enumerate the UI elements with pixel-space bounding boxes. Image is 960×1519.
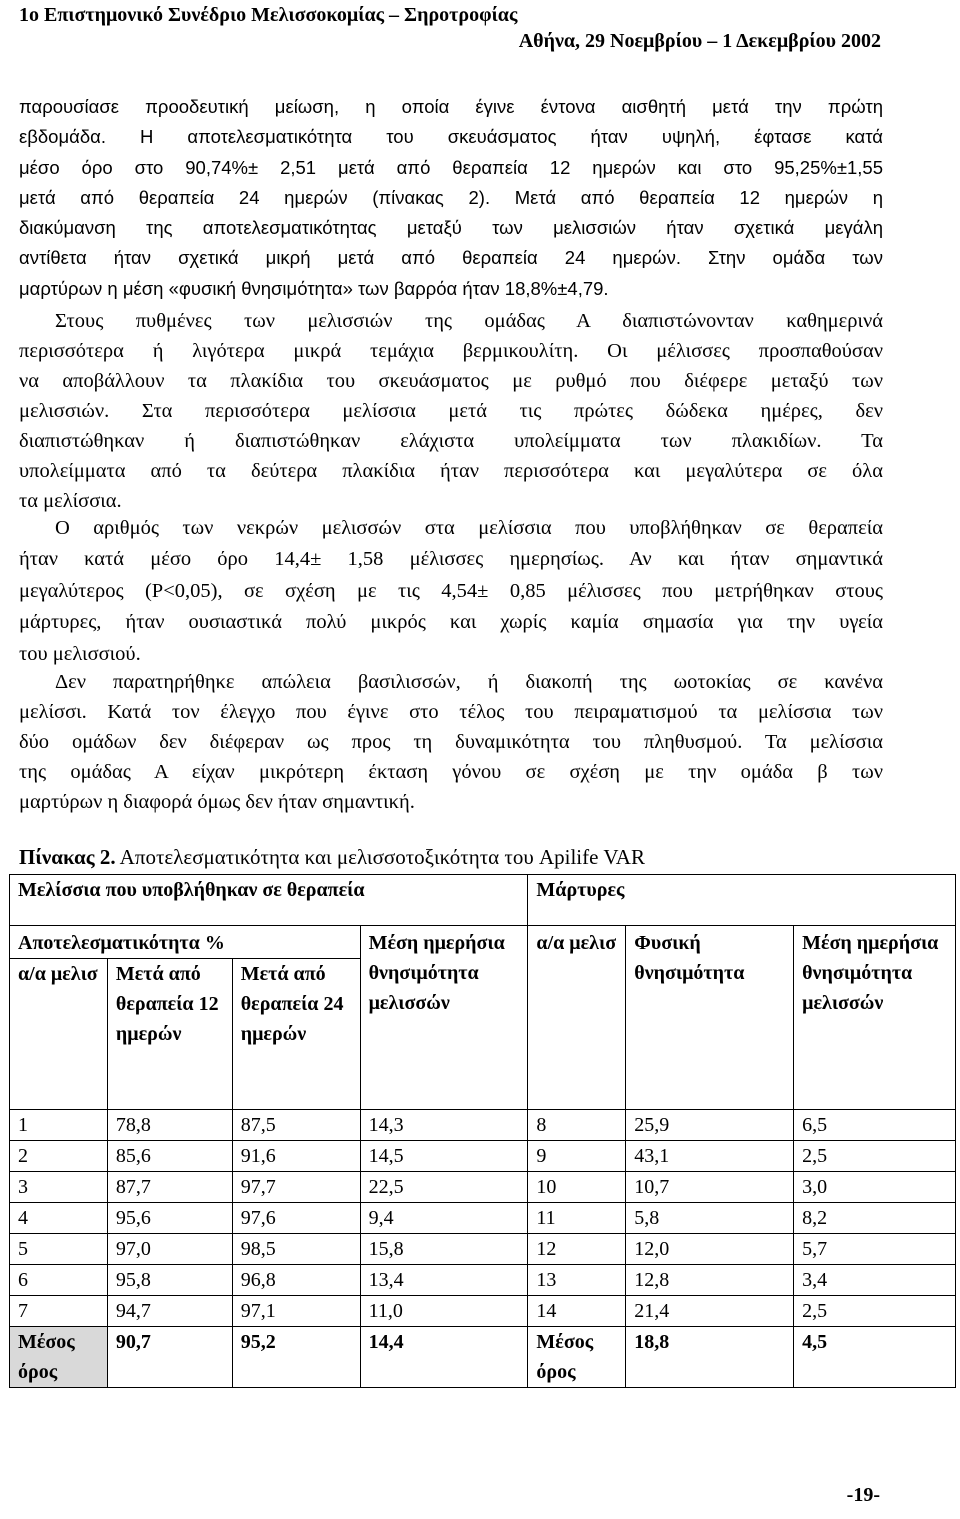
mean-row	[10, 1327, 956, 1388]
cell: 91,6	[232, 1141, 360, 1172]
text-line: διαπιστώθηκαν ή διαπιστώθηκαν ελάχιστα υπολείμματα των πλακιδίων. Τα	[19, 430, 883, 452]
cell: 12,0	[626, 1234, 794, 1265]
text-line: δύο ομάδων δεν διέφεραν ως προς τη δυναμικότητα του πληθυσμού. Τα μελίσσια	[19, 731, 883, 753]
cell: 97,6	[232, 1203, 360, 1234]
cell: 97,7	[232, 1172, 360, 1203]
hive-number-header-2: α/α μελισ	[528, 926, 626, 1110]
mean-mortality: 14,4	[360, 1327, 528, 1388]
cell: 25,9	[626, 1110, 794, 1141]
cell: 3	[10, 1172, 108, 1203]
paragraph-1	[19, 92, 883, 304]
cell: 5,7	[794, 1234, 956, 1265]
text-line: του μελισσιού.	[19, 642, 141, 665]
text-line: μάρτυρες, ήταν ουσιαστικά πολύ μικρός και χωρίς καμία σημασία για την υγεία	[19, 611, 883, 633]
paragraph-3-first	[55, 513, 883, 543]
mean-natural-mortality: 18,8	[626, 1327, 794, 1388]
cell: 4	[10, 1203, 108, 1234]
mortality-header-2: Μέση ημερήσια θνησιμότητα μελισσών	[794, 926, 956, 1110]
cell: 8,2	[794, 1203, 956, 1234]
cell: 13,4	[360, 1265, 528, 1296]
cell: 2	[10, 1141, 108, 1172]
cell: 94,7	[107, 1296, 232, 1327]
text-line: ήταν κατά μέσο όρο 14,4± 1,58 μέλισσες ημερησίως. Αν και ήταν σημαντικά	[19, 548, 883, 570]
mean-label-2: Μέσος όρος	[528, 1327, 626, 1388]
cell: 22,5	[360, 1172, 528, 1203]
cell: 21,4	[626, 1296, 794, 1327]
hive-number-header: α/α μελισ	[10, 959, 108, 1110]
cell: 7	[10, 1296, 108, 1327]
text-line: Ο αριθμός των νεκρών μελισσών στα μελίσσια που υποβλήθηκαν σε θεραπεία	[55, 517, 883, 539]
mortality-header: Μέση ημερήσια θνησιμότητα μελισσών	[360, 926, 528, 1110]
text-line: να αποβάλλουν τα πλακίδια του σκευάσματος με ρυθμό που διέφερε μεταξύ των	[19, 370, 883, 392]
cell: 97,1	[232, 1296, 360, 1327]
text-line: Δεν παρατηρήθηκε απώλεια βασιλισσών, ή διακοπή της ωοτοκίας σε κανένα	[55, 671, 883, 693]
cell: 13	[528, 1265, 626, 1296]
cell: 6	[10, 1265, 108, 1296]
text-line: της ομάδας Α είχαν μικρότερη έκταση γόνου σε σχέση με την ομάδα β των	[19, 761, 883, 783]
conference-date: Αθήνα, 29 Νοεμβρίου – 1 Δεκεμβρίου 2002	[518, 30, 881, 52]
table-row	[10, 1265, 956, 1296]
results-table	[9, 874, 956, 1388]
cell: 10,7	[626, 1172, 794, 1203]
cell: 85,6	[107, 1141, 232, 1172]
table-row	[10, 1172, 956, 1203]
cell: 11,0	[360, 1296, 528, 1327]
table-row	[10, 1141, 956, 1172]
cell: 2,5	[794, 1141, 956, 1172]
mean-24-days: 95,2	[232, 1327, 360, 1388]
cell: 1	[10, 1110, 108, 1141]
after-12-days-header: Μετά από θεραπεία 12 ημερών	[107, 959, 232, 1110]
page-number: -19-	[846, 1484, 880, 1506]
cell: 87,5	[232, 1110, 360, 1141]
text-line: μελίσσι. Κατά τον έλεγχο που έγινε στο τέλος του πειραματισμού τα μελίσσια των	[19, 701, 883, 723]
table-caption-label: Πίνακας 2.	[19, 845, 116, 869]
table-row	[10, 1296, 956, 1327]
mean-label: Μέσος όρος	[10, 1327, 108, 1388]
paragraph-2	[19, 336, 883, 516]
cell: 43,1	[626, 1141, 794, 1172]
cell: 10	[528, 1172, 626, 1203]
text-line: υπολείμματα από τα δεύτερα πλακίδια ήταν περισσότερα και μεγαλύτερα σε όλα	[19, 460, 883, 482]
cell: 3,0	[794, 1172, 956, 1203]
cell: 96,8	[232, 1265, 360, 1296]
text-line: μετά από θεραπεία 24 ημερών (πίνακας 2). Μετά από θεραπεία 12 ημερών η	[19, 186, 883, 208]
after-24-days-header: Μετά από θεραπεία 24 ημερών	[232, 959, 360, 1110]
cell: 6,5	[794, 1110, 956, 1141]
conference-title: 1ο Επιστημονικό Συνέδριο Μελισσοκομίας – Σηροτροφίας	[19, 4, 518, 26]
cell: 9	[528, 1141, 626, 1172]
cell: 8	[528, 1110, 626, 1141]
table-row	[10, 1203, 956, 1234]
mean-12-days: 90,7	[107, 1327, 232, 1388]
control-group-header: Μάρτυρες	[528, 875, 956, 926]
cell: 12	[528, 1234, 626, 1265]
cell: 9,4	[360, 1203, 528, 1234]
cell: 14,5	[360, 1141, 528, 1172]
text-line: Στους πυθμένες των μελισσιών της ομάδας Α διαπιστώνονταν καθημερινά	[55, 310, 883, 332]
text-line: διακύμανση της αποτελεσματικότητας μεταξύ των μελισσιών ήταν σχετικά μεγάλη	[19, 217, 883, 239]
text-line: παρουσίασε προοδευτική μείωση, η οποία έγινε έντονα αισθητή μετά την πρώτη	[19, 96, 883, 117]
cell: 98,5	[232, 1234, 360, 1265]
natural-mortality-header: Φυσική θνησιμότητα	[626, 926, 794, 1110]
cell: 11	[528, 1203, 626, 1234]
cell: 95,6	[107, 1203, 232, 1234]
text-line: μαρτύρων η διαφορά όμως δεν ήταν σημαντική.	[19, 791, 415, 813]
text-line: μελισσιών. Στα περισσότερα μελίσσια μετά τις πρώτες δώδεκα ημέρες, δεν	[19, 400, 883, 422]
paragraph-4	[19, 697, 883, 817]
paragraph-2-first	[55, 306, 883, 336]
cell: 97,0	[107, 1234, 232, 1265]
table-caption-text: Αποτελεσματικότητα και μελισσοτοξικότητα του Apilife VAR	[115, 845, 645, 869]
text-line: περισσότερα ή λιγότερα μικρά τεμάχια βερμικουλίτη. Οι μέλισσες προσπαθούσαν	[19, 340, 883, 362]
efficacy-header: Αποτελεσματικότητα %	[10, 926, 361, 959]
paragraph-4-first	[55, 667, 883, 697]
cell: 12,8	[626, 1265, 794, 1296]
page-header	[19, 2, 881, 54]
text-line: μαρτύρων η μέση «φυσική θνησιμότητα» των βαρρόα ήταν 18,8%±4,79.	[19, 277, 609, 299]
cell: 87,7	[107, 1172, 232, 1203]
cell: 2,5	[794, 1296, 956, 1327]
cell: 5	[10, 1234, 108, 1265]
cell: 5,8	[626, 1203, 794, 1234]
cell: 95,8	[107, 1265, 232, 1296]
cell: 14,3	[360, 1110, 528, 1141]
text-line: εβδομάδα. Η αποτελεσματικότητα του σκευάσματος ήταν υψηλή, έφτασε κατά	[19, 126, 883, 148]
cell: 3,4	[794, 1265, 956, 1296]
text-line: μέσο όρο στο 90,74%± 2,51 μετά από θεραπεία 12 ημερών και στο 95,25%±1,55	[19, 156, 883, 178]
text-line: μεγαλύτερος (P<0,05), σε σχέση με τις 4,54± 0,85 μέλισσες που μετρήθηκαν στους	[19, 579, 883, 602]
cell: 78,8	[107, 1110, 232, 1141]
table-caption	[19, 843, 645, 871]
table-row	[10, 1234, 956, 1265]
cell: 14	[528, 1296, 626, 1327]
paragraph-3	[19, 544, 883, 670]
cell: 15,8	[360, 1234, 528, 1265]
text-line: τα μελίσσια.	[19, 490, 122, 512]
text-line: αντίθετα ήταν σχετικά μικρή μετά από θεραπεία 24 ημερών. Στην ομάδα των	[19, 247, 883, 269]
mean-mortality-2: 4,5	[794, 1327, 956, 1388]
treated-group-header: Μελίσσια που υποβλήθηκαν σε θεραπεία	[10, 875, 528, 926]
table-row	[10, 1110, 956, 1141]
